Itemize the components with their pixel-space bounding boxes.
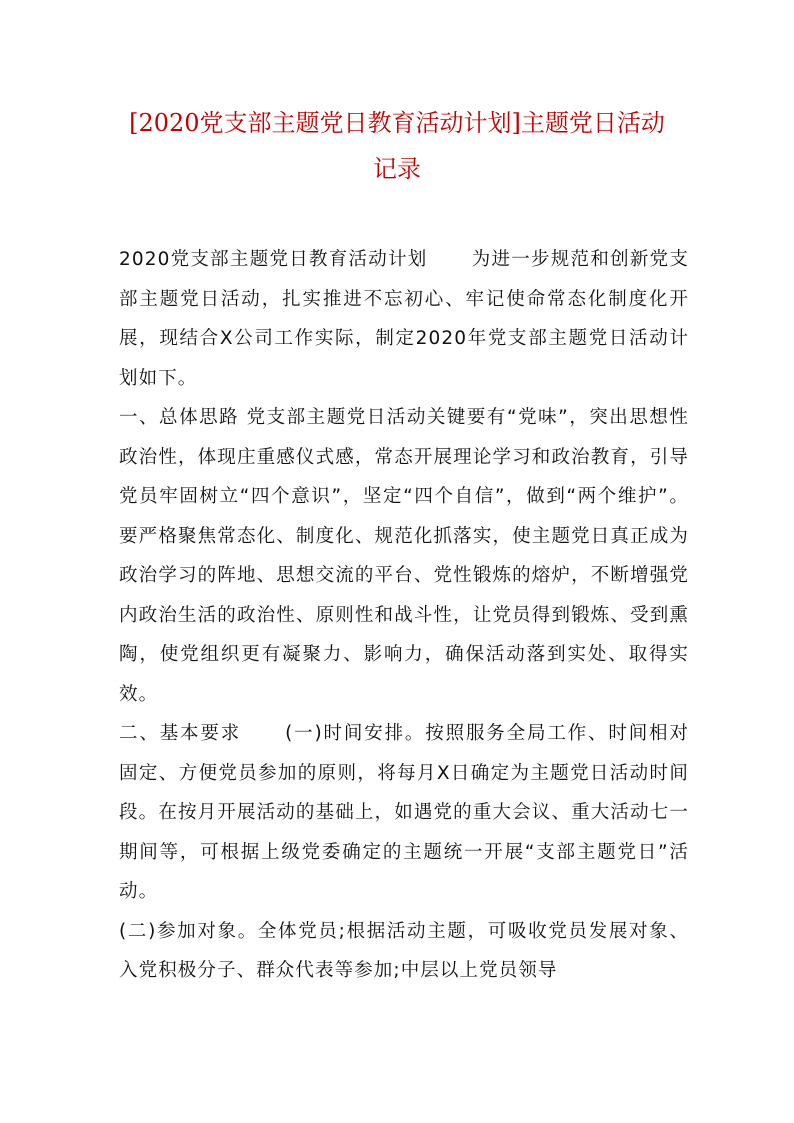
paragraph-basic-requirements bbox=[119, 714, 689, 912]
paragraph-text: 为进一步规范和创新党支部主题党日活动，扎实推进不忘初心、牢记使命常态化制度化开展，现结合X公司工作实际，制定2020年党支部主题党日活动计划如下。 bbox=[119, 249, 689, 389]
paragraph-participants bbox=[119, 912, 689, 991]
paragraph-text: (一)时间安排。按照服务全局工作、时间相对固定、方便党员参加的原则，将每月X日确定为主题党日活动时间段。在按月开展活动的基础上，如遇党的重大会议、重大活动七一期间等，可根据上级党委确定的主题统一开展“支部主题党日”活动。 bbox=[119, 723, 689, 902]
paragraph-lead: 2020党支部主题党日教育活动计划 bbox=[119, 249, 428, 270]
document-title bbox=[60, 100, 734, 192]
paragraph-overall-approach bbox=[119, 398, 689, 714]
document-body bbox=[119, 240, 689, 991]
title-line-1: [2020党支部主题党日教育活动计划]主题党日活动 bbox=[129, 109, 665, 137]
title-line-2: 记录 bbox=[373, 155, 421, 183]
paragraph-text: 一、总体思路 党支部主题党日活动关键要有“党味”，突出思想性政治性，体现庄重感仪式感，常态开展理论学习和政治教育，引导党员牢固树立“四个意识”，坚定“四个自信”，做到“两个维护”。要严格聚焦常态化、制度化、规范化抓落实，使主题党日真正成为政治学习的阵地、思想交流的平台、党性锻炼的熔炉，不断增强党内政治生活的政治性、原则性和战斗性，让党员得到锻炼、受到熏陶，使党组织更有凝聚力、影响力，确保活动落到实处、取得实效。 bbox=[119, 407, 689, 705]
paragraph-lead: 二、基本要求 bbox=[119, 723, 242, 744]
paragraph-text: (二)参加对象。全体党员;根据活动主题，可吸收党员发展对象、入党积极分子、群众代表等参加;中层以上党员领导 bbox=[119, 920, 689, 981]
paragraph-intro bbox=[119, 240, 689, 398]
